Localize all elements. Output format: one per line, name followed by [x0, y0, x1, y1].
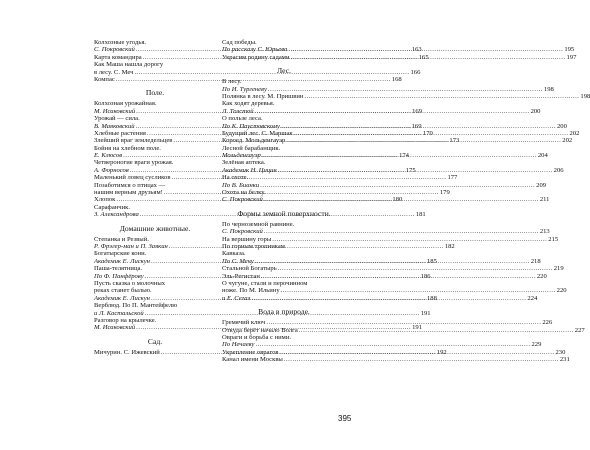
- dot-leader: [286, 137, 561, 144]
- toc-entry-page: 213: [539, 228, 550, 236]
- toc-entry-page: 227: [574, 326, 585, 334]
- toc-entry: [94, 236, 216, 243]
- toc-entry: [222, 145, 346, 152]
- toc-entry-text: По Ф. Панфёрову: [94, 272, 144, 280]
- dot-leader: [279, 349, 554, 356]
- section-heading: Формы земной поверхности.: [237, 208, 331, 218]
- toc-entry-page: 166: [410, 68, 421, 76]
- toc-entry: [94, 265, 216, 272]
- toc-entry: [222, 250, 346, 257]
- dot-leader: [262, 152, 537, 159]
- toc-entry-page: 218: [530, 257, 541, 265]
- toc-entry-text: По В. Бианки: [222, 181, 260, 189]
- toc-entry-page: 163: [411, 46, 422, 54]
- toc-entry-page: 202: [569, 129, 580, 137]
- dot-leader: [299, 327, 574, 334]
- dot-leader: [255, 341, 530, 348]
- toc-entry-text: С. Покровский: [94, 46, 135, 54]
- toc-entry-page: 191: [420, 309, 431, 317]
- toc-entry-page: 220: [536, 272, 547, 280]
- dot-leader: [268, 86, 543, 93]
- toc-entry-text: Урожай — сила.: [94, 115, 140, 123]
- toc-entry-page: 174: [399, 152, 409, 160]
- toc-entry-text: Зелёная аптека.: [222, 159, 266, 167]
- toc-entry-text: О чугуне, стали и перочинном: [222, 279, 308, 287]
- toc-entry-page: 204: [537, 152, 548, 160]
- toc-entry-text: Стальной Богатырь: [222, 265, 277, 273]
- toc-entry-text: По К. Паустовскому: [222, 122, 280, 130]
- toc-entry: [222, 85, 554, 93]
- toc-entry-page: 185: [426, 257, 437, 265]
- toc-entry: [222, 174, 346, 181]
- toc-entry-page: 215: [548, 235, 559, 243]
- toc-entry-text: Пусть сказка о молочных: [94, 279, 166, 287]
- toc-entry-text: З. Александрова: [94, 211, 139, 219]
- toc-entry: [222, 265, 564, 273]
- toc-entry-page: 188: [426, 294, 437, 302]
- toc-entry: [222, 189, 346, 196]
- toc-entry-text: Как ходят деревья.: [222, 100, 275, 108]
- toc-entry: [222, 78, 346, 85]
- toc-entry-page: 186: [420, 272, 431, 280]
- toc-entry-page: 195: [564, 46, 575, 54]
- toc-entry: [94, 204, 216, 211]
- dot-leader: [266, 319, 541, 326]
- toc-entry-page: 170: [422, 129, 433, 137]
- toc-entry: [94, 182, 216, 189]
- toc-entry-text: По И. Тургеневу: [222, 85, 267, 93]
- toc-entry-text: Сад победы.: [222, 39, 257, 46]
- toc-entry-page: 182: [444, 242, 455, 250]
- toc-entry-text: Позаботимся о птицах —: [94, 181, 166, 189]
- toc-entry: [222, 356, 570, 364]
- toc-entry: [94, 159, 216, 166]
- toc-entry-page: 197: [566, 53, 577, 61]
- toc-entry-text: в лесу. С. Меч: [94, 68, 134, 76]
- toc-entry-text: Разговор на крылечке.: [94, 316, 157, 324]
- section-heading: Домашние животные.: [119, 223, 191, 233]
- toc-entry-text: На охоте.: [222, 174, 249, 182]
- page-number: 395: [338, 414, 352, 423]
- toc-entry-page: 211: [539, 196, 550, 204]
- toc-entry-page: 175: [405, 166, 416, 174]
- dot-leader: [255, 258, 530, 265]
- toc-entry-text: М. Исаковский: [94, 324, 136, 332]
- section-heading: Лес.: [277, 66, 291, 76]
- toc-entry-text: Верблюд. По П. Мантейфелю: [94, 302, 178, 310]
- toc-entry: [222, 100, 346, 107]
- toc-entry-page: 169: [411, 122, 422, 130]
- toc-entry-page: 179: [439, 189, 450, 197]
- toc-entry: [94, 287, 216, 294]
- toc-entry-page: 229: [531, 341, 542, 349]
- toc-entry-page: 192: [436, 348, 447, 356]
- toc-entry-text: Откуда берёт начало Волга: [222, 326, 298, 334]
- dot-leader: [278, 265, 553, 272]
- toc-entry-text: По С. Мечу: [222, 257, 254, 265]
- dot-leader: [278, 167, 553, 174]
- toc-entry-text: С. Покровский: [222, 196, 263, 204]
- dot-leader: [281, 287, 556, 294]
- toc-entry-text: Паша-телятница.: [94, 265, 143, 273]
- section-heading: Вода в природе.: [258, 307, 310, 317]
- toc-entry: [222, 228, 550, 236]
- toc-entry-text: В. Маяковский: [94, 122, 135, 130]
- toc-entry-page: 206: [553, 166, 564, 174]
- toc-entry-text: Гремячий ключ: [222, 319, 266, 327]
- toc-entry-page: 200: [556, 122, 567, 130]
- section-heading: Сад.: [147, 336, 163, 346]
- dot-leader: [288, 46, 563, 53]
- toc-entry-text: А. Форносов: [94, 166, 129, 174]
- dot-leader: [294, 130, 569, 137]
- toc-entry-text: Р. Фрэгер-ман и П. Заякин: [94, 242, 168, 250]
- toc-entry-text: По рассказу С. Юрьева: [222, 46, 288, 54]
- toc-entry-page: 224: [527, 294, 538, 302]
- toc-entry-page: 226: [542, 319, 553, 327]
- toc-entry-text: М. Исаковский: [94, 107, 136, 115]
- toc-entry-text: Е. Клюсов: [94, 152, 123, 160]
- toc-entry: [94, 302, 216, 309]
- toc-entry-text: Карта командира: [94, 53, 142, 61]
- toc-entry-text: Маленький ловец сусликов: [94, 174, 171, 182]
- dot-leader: [251, 295, 526, 302]
- toc-entry: [222, 235, 559, 243]
- toc-entry-page: 169: [412, 107, 423, 115]
- dot-leader: [255, 108, 530, 115]
- toc-entry: [94, 39, 216, 46]
- toc-entry: [222, 319, 553, 327]
- toc-entry: [94, 100, 216, 107]
- toc-entry-text: Хлопок: [94, 196, 116, 204]
- toc-entry-page: 173: [449, 137, 460, 145]
- dot-leader: [264, 228, 539, 235]
- toc-entry: [222, 280, 346, 287]
- toc-entry-text: Овраги и борьба с ними.: [222, 333, 292, 341]
- toc-entry-text: Четвероногие враги урожая.: [94, 159, 174, 167]
- dot-leader: [261, 273, 536, 280]
- dot-leader: [264, 196, 539, 203]
- toc-entry-page: 198: [580, 92, 590, 100]
- toc-entry-text: Мичурин. С. Ижевский: [94, 348, 160, 356]
- toc-entry: [222, 341, 542, 349]
- toc-entry: [94, 280, 216, 287]
- toc-entry-page: 209: [536, 181, 547, 189]
- toc-entry-text: Лесной барабанщик.: [222, 144, 281, 152]
- toc-entry-text: Степанка и Резвый.: [94, 235, 149, 243]
- toc-entry-text: Колхозные угодья.: [94, 39, 147, 46]
- toc-entry-text: По черноземной равнине.: [222, 220, 295, 228]
- toc-entry-text: Мольденгауэр: [222, 152, 261, 160]
- dot-leader: [304, 93, 579, 100]
- toc-entry-page: 165: [418, 53, 429, 61]
- toc-entry-page: 181: [415, 211, 426, 219]
- dot-leader: [281, 123, 556, 130]
- toc-entry: [94, 145, 216, 152]
- toc-entry-text: Полянка в лесу. М. Пришвин: [222, 92, 304, 100]
- toc-entry-text: Академик Е. Лискун: [94, 257, 150, 265]
- toc-entry-text: На вершину горы: [222, 235, 272, 243]
- toc-entry: [222, 221, 346, 228]
- toc-entry-page: 220: [556, 287, 567, 295]
- toc-entry-page: 200: [530, 107, 541, 115]
- toc-entry-text: По Нечаеву: [222, 341, 255, 349]
- toc-entry: [222, 287, 567, 295]
- toc-entry-text: Канал имени Москвы: [222, 356, 283, 364]
- toc-entry: [222, 39, 346, 46]
- toc-entry-text: нашим верным друзьям!: [94, 189, 163, 197]
- toc-entry-text: Как Маша нашла дорогу: [94, 61, 164, 69]
- toc-entry: [222, 243, 346, 250]
- toc-entry: [94, 68, 421, 76]
- toc-entry-text: Богатырские кони.: [94, 250, 147, 258]
- section-heading: Поле.: [145, 88, 165, 98]
- toc-entry-page: 198: [543, 85, 554, 93]
- toc-entry: [94, 250, 216, 257]
- toc-entry-page: 177: [447, 174, 458, 182]
- toc-entry: [222, 159, 346, 166]
- toc-entry-text: По горным тропинкам: [222, 242, 285, 250]
- toc-entry-text: Академик Е. Лискун: [94, 294, 150, 302]
- toc-entry-page: 230: [555, 348, 566, 356]
- toc-entry: [94, 115, 216, 122]
- toc-entry-text: С. Покровский: [222, 228, 263, 236]
- toc-entry-text: Эль-Регистан: [222, 272, 260, 280]
- toc-entry-text: Л. Толстой: [222, 107, 254, 115]
- toc-entry-text: Академик Н. Цицин: [222, 166, 277, 174]
- toc-entry-text: Короед. Мольденгауэр: [222, 137, 286, 145]
- toc-entry: [222, 115, 346, 122]
- toc-entry-page: 231: [559, 356, 570, 364]
- toc-entry: [222, 92, 590, 100]
- toc-entry-text: Злейший враг земледельцев: [94, 137, 173, 145]
- toc-entry-text: Охота на белку.: [222, 189, 266, 197]
- toc-entry: [94, 61, 216, 68]
- toc-entry-page: 202: [562, 137, 573, 145]
- toc-entry-page: 180: [392, 196, 403, 204]
- toc-entry-page: 219: [553, 265, 564, 273]
- toc-entry-text: Будущий лес. С. Маршак: [222, 129, 293, 137]
- toc-entry-text: Кавказа.: [222, 250, 246, 258]
- dot-leader: [290, 54, 565, 61]
- toc-entry-text: Колхозная урожайная.: [94, 100, 157, 108]
- toc-entry-text: Бойня на хлебном поле.: [94, 144, 161, 152]
- dot-leader: [272, 236, 547, 243]
- toc-entry-text: В лесу.: [222, 78, 242, 86]
- dot-leader: [260, 182, 535, 189]
- toc-entry-text: и Л. Кастальской: [94, 309, 144, 317]
- toc-entry-text: и Е. Сегал: [222, 294, 251, 302]
- toc-entry-text: Хлебные растения: [94, 129, 146, 137]
- toc-entry-page: 191: [412, 324, 423, 332]
- toc-entry: [222, 181, 547, 189]
- dot-leader: [284, 356, 559, 363]
- toc-entry-page: 168: [391, 75, 402, 83]
- toc-entry-text: Украсим родину садами: [222, 53, 290, 61]
- toc-entry-text: Компас: [94, 75, 115, 83]
- toc-entry: [94, 317, 216, 324]
- toc-entry-text: реках станет былью.: [94, 287, 152, 295]
- toc-entry-text: Сарафанчик.: [94, 203, 130, 211]
- toc-entry-text: Укрепление оврагов: [222, 348, 279, 356]
- toc-entry-text: О пользе леса.: [222, 115, 263, 123]
- toc-entry: [222, 334, 346, 341]
- toc-entry-text: ноже. По М. Ильину: [222, 287, 280, 295]
